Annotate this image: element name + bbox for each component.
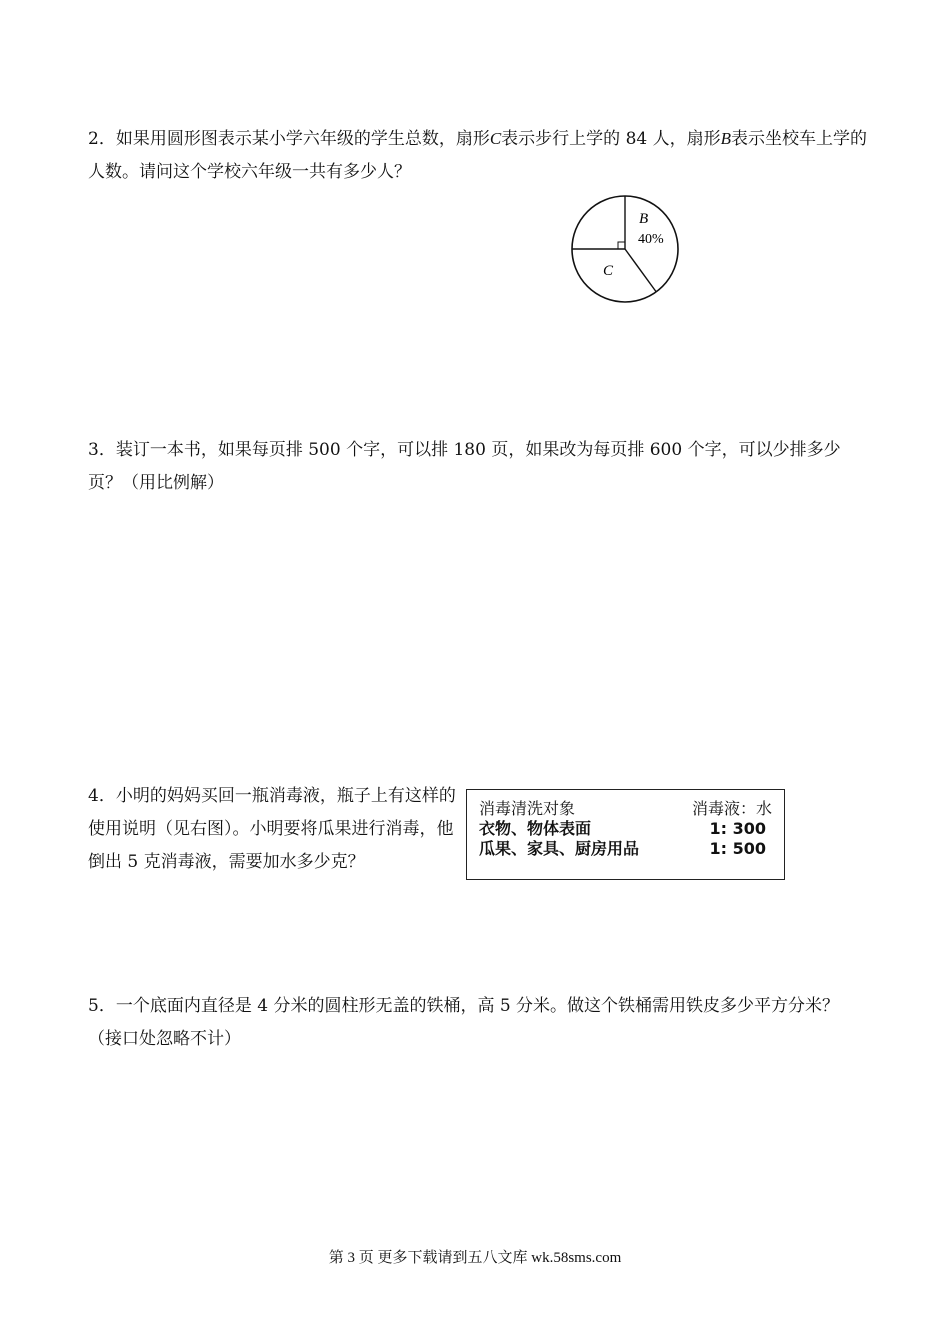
page-footer: 第 3 页 更多下载请到五八文库 wk.58sms.com bbox=[328, 1250, 622, 1266]
question-4: 4．小明的妈妈买回一瓶消毒液，瓶子上有这样的使用说明（见右图）。小明要将瓜果进行消毒，他倒出 5 克消毒液，需要加水多少克？ bbox=[88, 786, 456, 872]
question-2-text-a: 2．如果用圆形图表示某小学六年级的学生总数，扇形 bbox=[88, 129, 490, 149]
sector-c-label: C bbox=[603, 263, 614, 279]
sector-b-percent: 40% bbox=[638, 232, 664, 247]
row-fruit-ratio: 1: 500 bbox=[709, 839, 766, 858]
header-object: 消毒清洗对象 bbox=[479, 799, 576, 818]
question-5: 5．一个底面内直径是 4 分米的圆柱形无盖的铁桶，高 5 分米。做这个铁桶需用铁皮多少平方分米？（接口处忽略不计） bbox=[88, 996, 840, 1049]
sector-b-label: B bbox=[639, 211, 649, 227]
question-3: 3．装订一本书，如果每页排 500 个字，可以排 180 页，如果改为每页排 600 个字，可以少排多少页？（用比例解） bbox=[88, 440, 841, 493]
sector-b-ref: B bbox=[720, 129, 732, 148]
usage-instructions-box bbox=[466, 789, 785, 880]
row-clothes-ratio: 1: 300 bbox=[709, 819, 766, 838]
row-clothes-object: 衣物、物体表面 bbox=[479, 819, 592, 838]
right-angle-mark bbox=[618, 242, 625, 249]
pie-chart bbox=[568, 192, 684, 308]
pie-divider-lower-right bbox=[625, 249, 656, 292]
instructions-row-fruit bbox=[479, 839, 772, 859]
question-2 bbox=[88, 122, 868, 189]
header-ratio: 消毒液：水 bbox=[691, 799, 772, 818]
row-fruit-object: 瓜果、家具、厨房用品 bbox=[479, 839, 640, 858]
question-2-text-c: 表示坐校车上学的人数。请问这个学校六年级一共有多少人？ bbox=[88, 129, 868, 182]
sector-c-ref: C bbox=[489, 129, 502, 148]
instructions-row-clothes bbox=[479, 819, 772, 839]
question-2-text-b: 表示步行上学的 84 人，扇形 bbox=[501, 129, 721, 149]
instructions-header-row bbox=[479, 799, 772, 819]
